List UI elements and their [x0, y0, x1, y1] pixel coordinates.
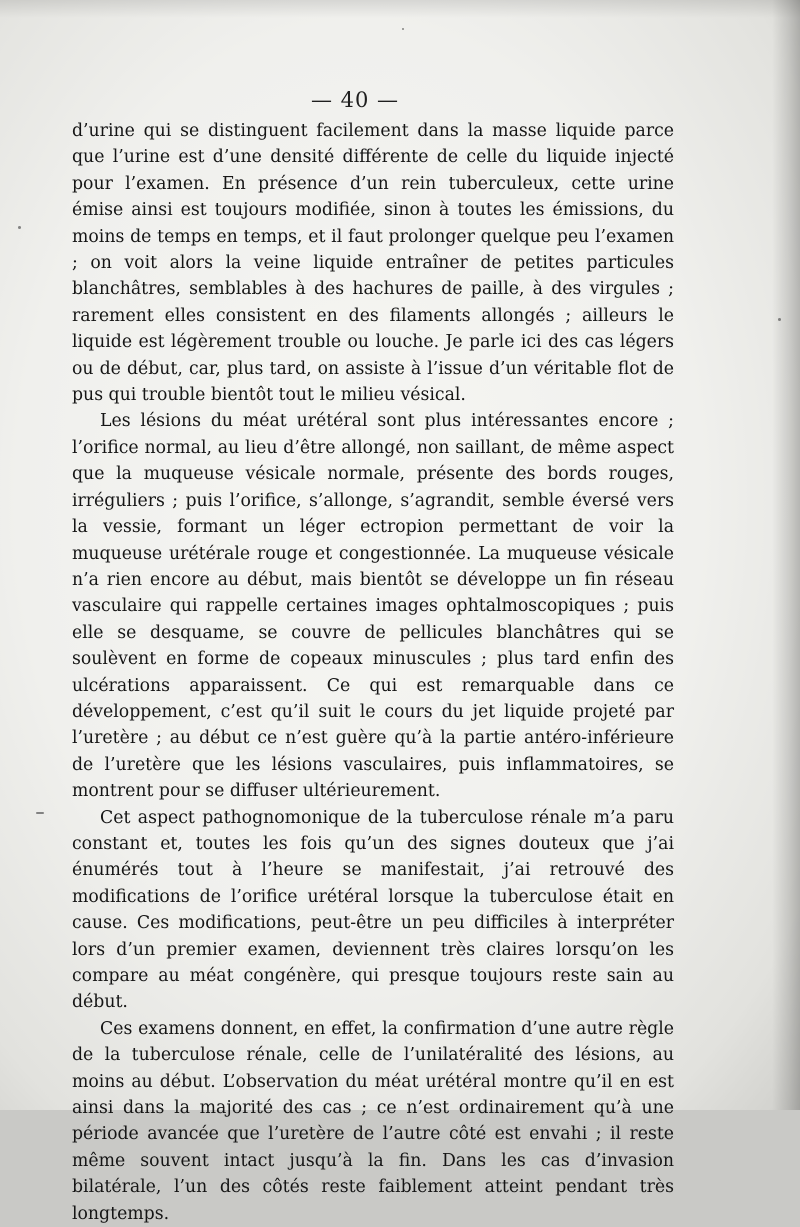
scan-top-shadow	[0, 0, 800, 18]
body-text	[72, 118, 674, 1227]
scan-speck	[18, 226, 21, 229]
scan-speck	[778, 318, 781, 321]
paragraph-unilaterality: Ces examens donnent, en effet, la confirmation d’une autre règle de la tuberculose rénale, celle de l’unilatéralité des lésions, au moins au début. L’observation du méat urétéral montre qu’il en est ainsi dans la majorité des cas ; ce n’est ordinairement qu’à une période avancée que l’uretère de l’autre côté est envahi ; il reste même souvent intact jusqu’à la fin. Dans les cas d’invasion bilatérale, l’un des côtés reste faiblement atteint pendant très longtemps.	[72, 1018, 674, 1224]
paragraph-continuation: d’urine qui se distinguent facilement dans la masse liquide parce que l’urine est d’une densité différente de celle du liquide injecté pour l’examen. En présence d’un rein tuberculeux, cette urine émise ainsi est toujours modifiée, sinon à toutes les émissions, du moins de temps en temps, et il faut prolonger quelque peu l’examen ; on voit alors la veine liquide entraîner de petites particules blanchâtres, semblables à des hachures de paille, à des virgules ; rarement elles consistent en des filaments allongés ; ailleurs le liquide est légèrement trouble ou louche. Je parle ici des cas légers ou de début, car, plus tard, on assiste à l’issue d’un véritable flot de pus qui trouble bientôt tout le milieu vésical.	[72, 121, 674, 406]
scan-binding-shadow	[772, 0, 800, 1110]
paragraph-pathognomonic-aspect: Cet aspect pathognomonique de la tuberculose rénale m’a paru constant et, toutes les fois qu’un des signes douteux que j’ai énumérés tout à l’heure se manifestait, j’ai retrouvé des modifications de l’orifice urétéral lorsque la tuberculose était en cause. Ces modifications, peut-être un peu difficiles à interpréter lors d’un premier examen, deviennent très claires lorsqu’on les compare au méat congénère, qui presque toujours reste sain au début.	[72, 807, 674, 1013]
paragraph-meatus-lesions: Les lésions du méat urétéral sont plus intéressantes encore ; l’orifice normal, au lieu d’être allongé, non saillant, de même aspect que la muqueuse vésicale normale, présente des bords rouges, irréguliers ; puis l’orifice, s’allonge, s’agrandit, semble éversé vers la vessie, formant un léger ectropion permettant de voir la muqueuse urétérale rouge et congestionnée. La muqueuse vésicale n’a rien encore au début, mais bientôt se développe un fin réseau vasculaire qui rappelle certaines images ophtalmoscopiques ; puis elle se desquame, se couvre de pellicules blanchâtres qui se soulèvent en forme de copeaux minuscules ; plus tard enfin des ulcérations apparaissent. Ce qui est remarquable dans ce développement, c’est qu’il suit le cours du jet liquide projeté par l’uretère ; au début ce n’est guère qu’à la partie antéro-inférieure de l’uretère que les lésions vasculaires, puis inflammatoires, se montrent pour se diffuser ultérieurement.	[72, 411, 674, 802]
scan-speck	[402, 28, 404, 30]
scan-speck	[36, 812, 44, 814]
page-number: — 40 —	[310, 88, 400, 112]
